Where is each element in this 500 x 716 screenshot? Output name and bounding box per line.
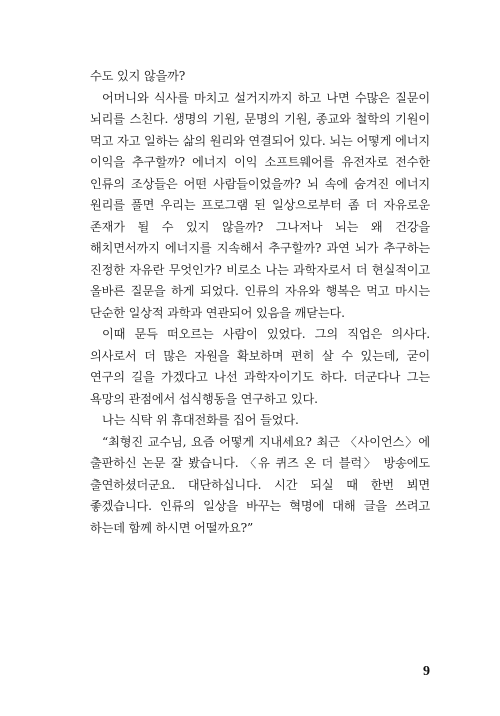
paragraph-continuation: 수도 있지 않을까? — [90, 69, 186, 83]
paragraph-scientist: 이때 문득 떠오르는 사람이 있었다. 그의 직업은 의사다. 의사로서 더 많은 자원을 확보하며 편히 살 수 있는데, 굳이 연구의 길을 가겠다고 나선 과학자이기도 하다. 더군다나 그는 욕망의 관점에서 섭식행동을 연구하고 있다. — [90, 327, 430, 406]
body-text — [90, 66, 430, 539]
paragraph-quote: “최형진 교수님, 요즘 어떻게 지내세요? 최근 〈사이언스〉에 출판하신 논문 잘 봤습니다. 〈유 퀴즈 온 더 블럭〉 방송에도 출연하셨더군요. 대단하십니다. 시간 되실 때 한번 뵈면 좋겠습니다. 인류의 일상을 바꾸는 혁명에 대해 글을 쓰려고 하는데 함께 하시면 어떨까요?” — [90, 434, 430, 535]
paragraph-phone: 나는 식탁 위 휴대전화를 집어 들었다. — [102, 413, 299, 427]
paragraph-questions: 어머니와 식사를 마치고 설거지까지 하고 나면 수많은 질문이 뇌리를 스친다. 생명의 기원, 문명의 기원, 종교와 철학의 기원이 먹고 자고 일하는 삶의 원리와 연결되어 있다. 뇌는 어떻게 에너지 이익을 추구할까? 에너지 이익 소프트웨어를 유전자로 전수한 인류의 조상들은 어떤 사람들이었을까? 뇌 속에 숨겨진 에너지 원리를 풀면 우리는 프로그램 된 일상으로부터 좀 더 자유로운 존재가 될 수 있지 않을까? 그나저나 뇌는 왜 건강을 해치면서까지 에너지를 지속해서 추구할까? 과연 뇌가 추구하는 진정한 자유란 무엇인가? 비로소 나는 과학자로서 더 현실적이고 올바른 질문을 하게 되었다. 인류의 자유와 행복은 먹고 마시는 단순한 일상적 과학과 연관되어 있음을 깨닫는다. — [90, 90, 430, 320]
page-number: 9 — [423, 664, 430, 679]
